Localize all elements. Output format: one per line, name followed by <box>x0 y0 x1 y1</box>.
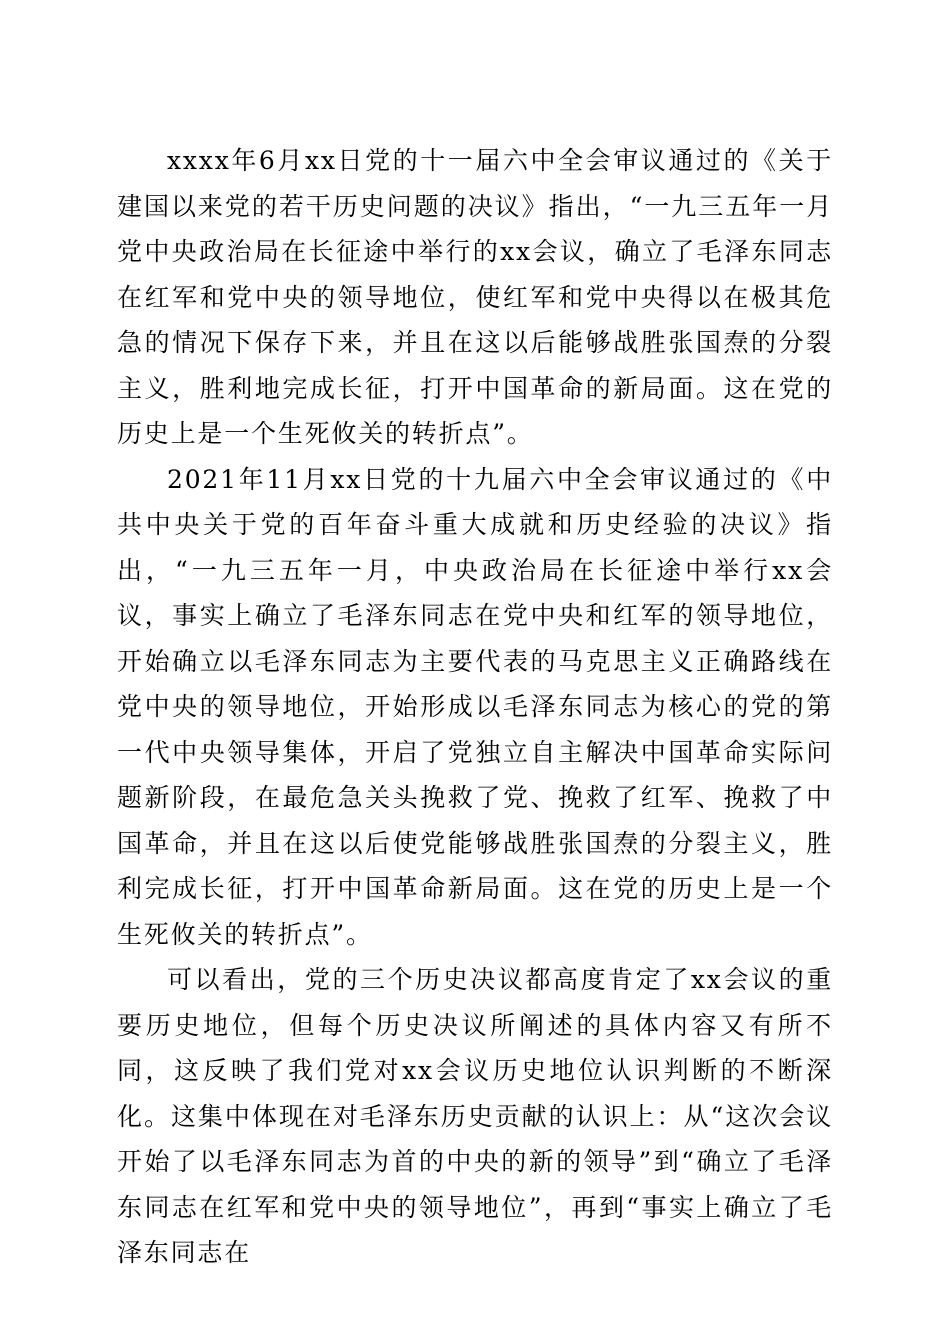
document-body <box>117 138 833 1276</box>
paragraph-3: 可以看出，党的三个历史决议都高度肯定了xx会议的重要历史地位，但每个历史决议所阐述的具体内容又有所不同，这反映了我们党对xx会议历史地位认识判断的不断深化。这集中体现在对毛泽东历史贡献的认识上：从“这次会议开始了以毛泽东同志为首的中央的新的领导”到“确立了毛泽东同志在红军和党中央的领导地位”，再到“事实上确立了毛泽东同志在 <box>117 965 833 1267</box>
paragraph-2: 2021年11月xx日党的十九届六中全会审议通过的《中共中央关于党的百年奋斗重大成就和历史经验的决议》指出，“一九三五年一月，中央政治局在长征途中举行xx会议，事实上确立了毛泽东同志在党中央和红军的领导地位，开始确立以毛泽东同志为主要代表的马克思主义正确路线在党中央的领导地位，开始形成以毛泽东同志为核心的党的第一代中央领导集体，开启了党独立自主解决中国革命实际问题新阶段，在最危急关头挽救了党、挽救了红军、挽救了中国革命，并且在这以后使党能够战胜张国焘的分裂主义，胜利完成长征，打开中国革命新局面。这在党的历史上是一个生死攸关的转折点”。 <box>117 464 833 949</box>
paragraph-1: xxxx年6月xx日党的十一届六中全会审议通过的《关于建国以来党的若干历史问题的决议》指出，“一九三五年一月党中央政治局在长征途中举行的xx会议，确立了毛泽东同志在红军和党中央的领导地位，使红军和党中央得以在极其危急的情况下保存下来，并且在这以后能够战胜张国焘的分裂主义，胜利地完成长征，打开中国革命的新局面。这在党的历史上是一个生死攸关的转折点”。 <box>117 146 833 448</box>
